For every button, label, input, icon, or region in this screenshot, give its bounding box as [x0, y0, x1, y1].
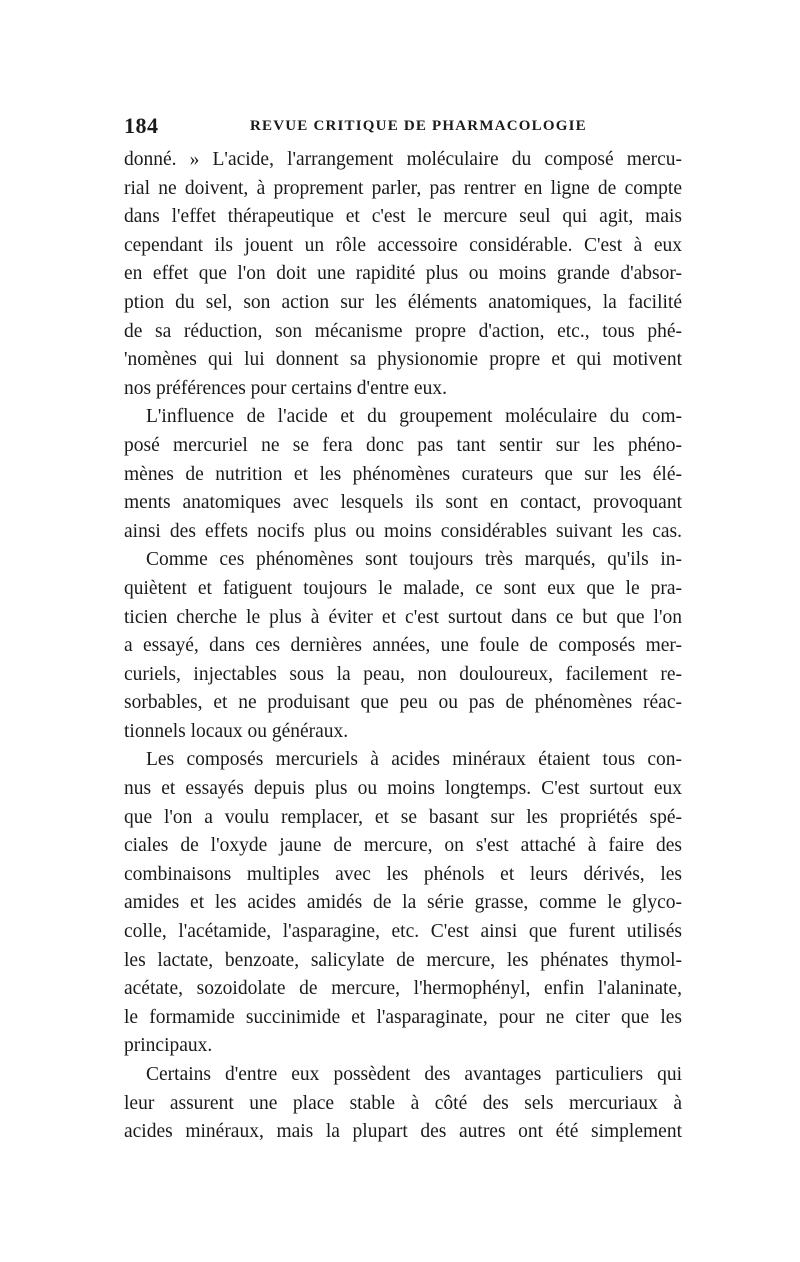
text-line: a essayé, dans ces dernières années, une foule de composés mer- [124, 635, 682, 657]
paragraph [124, 146, 682, 403]
text-line: acides minéraux, mais la plupart des autres ont été simplement [124, 1121, 682, 1143]
text-line: ainsi des effets nocifs plus ou moins considérables suivant les cas. [124, 520, 682, 542]
text-line: leur assurent une place stable à côté des sels mercuriaux à [124, 1092, 682, 1114]
text-line: quiètent et fatiguent toujours le malade, ce sont eux que le pra- [124, 577, 682, 599]
text-line: 'nomènes qui lui donnent sa physionomie propre et qui motivent [124, 349, 682, 371]
text-line: en effet que l'on doit une rapidité plus ou moins grande d'absor- [124, 263, 682, 285]
running-title: REVUE CRITIQUE DE PHARMACOLOGIE [250, 118, 587, 134]
text-line: ption du sel, son action sur les éléments anatomiques, la facilité [124, 291, 682, 313]
page-number: 184 [124, 113, 159, 138]
text-line: de sa réduction, son mécanisme propre d'action, etc., tous phé- [124, 320, 682, 342]
text-line: donné. » L'acide, l'arrangement moléculaire du composé mercu- [124, 149, 682, 170]
text-line: principaux. [124, 1035, 213, 1057]
text-line: nus et essayés depuis plus ou moins longtemps. C'est surtout eux [124, 778, 682, 800]
paragraph [124, 546, 682, 746]
text-line: sorbables, et ne produisant que peu ou pas de phénomènes réac- [124, 692, 682, 714]
text-line: combinaisons multiples avec les phénols et leurs dérivés, les [124, 863, 682, 885]
text-line: ticien cherche le plus à éviter et c'est surtout dans ce but que l'on [124, 606, 682, 628]
text-line: curiels, injectables sous la peau, non douloureux, facilement re- [124, 663, 682, 685]
body-text [124, 146, 682, 1147]
paragraph [124, 746, 682, 1061]
text-line: posé mercuriel ne se fera donc pas tant sentir sur les phéno- [124, 434, 682, 456]
text-line: colle, l'acétamide, l'asparagine, etc. C'est ainsi que furent utilisés [124, 921, 682, 943]
text-line: cependant ils jouent un rôle accessoire considérable. C'est à eux [124, 234, 682, 256]
text-line: les lactate, benzoate, salicylate de mercure, les phénates thymol- [124, 949, 682, 971]
text-line: ciales de l'oxyde jaune de mercure, on s'est attaché à faire des [124, 835, 682, 857]
text-line: mènes de nutrition et les phénomènes curateurs que sur les élé- [124, 463, 682, 485]
text-line: Les composés mercuriels à acides minéraux étaient tous con- [146, 749, 682, 771]
text-line: rial ne doivent, à proprement parler, pas rentrer en ligne de compte [124, 177, 682, 199]
text-line: Certains d'entre eux possèdent des avantages particuliers qui [146, 1064, 682, 1085]
text-line: nos préférences pour certains d'entre eux. [124, 377, 447, 399]
running-head [124, 113, 682, 143]
text-line: acétate, sozoidolate de mercure, l'hermophényl, enfin l'alaninate, [124, 978, 682, 1000]
text-line: que l'on a voulu remplacer, et se basant sur les propriétés spé- [124, 806, 682, 828]
text-line: amides et les acides amidés de la série grasse, comme le glyco- [124, 892, 682, 914]
text-line: tionnels locaux ou généraux. [124, 720, 349, 742]
text-line: dans l'effet thérapeutique et c'est le mercure seul qui agit, mais [124, 206, 682, 228]
paragraph [124, 403, 682, 546]
text-line: le formamide succinimide et l'asparaginate, pour ne citer que les [124, 1006, 682, 1028]
text-line: Comme ces phénomènes sont toujours très marqués, qu'ils in- [146, 549, 682, 571]
paragraph [124, 1061, 682, 1147]
text-line: ments anatomiques avec lesquels ils sont en contact, provoquant [124, 492, 682, 514]
text-line: L'influence de l'acide et du groupement moléculaire du com- [146, 406, 682, 428]
